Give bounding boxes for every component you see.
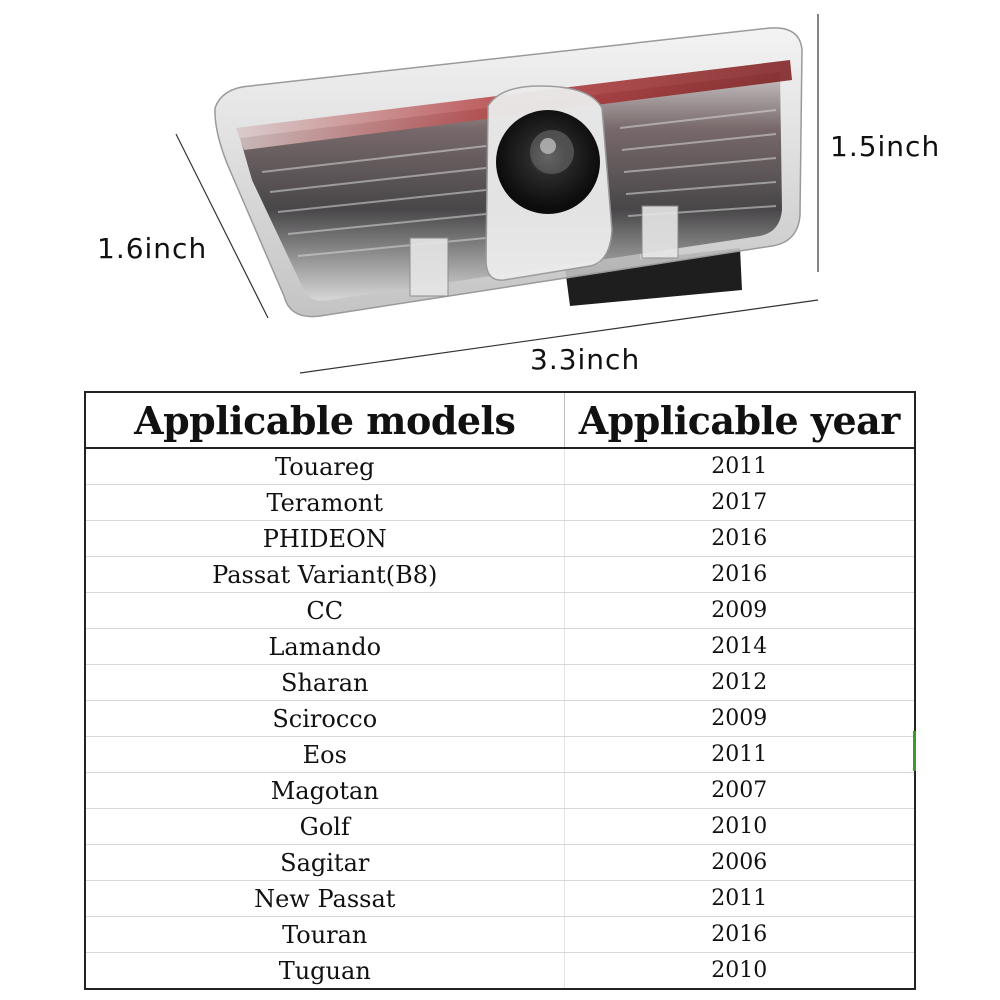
table-row — [85, 809, 915, 845]
model-cell: Golf — [85, 809, 564, 845]
model-cell: Touareg — [85, 448, 564, 485]
model-cell: CC — [85, 593, 564, 629]
year-cell: 2012 — [564, 665, 915, 701]
year-cell: 2006 — [564, 845, 915, 881]
table-row — [85, 953, 915, 990]
door-projector-light-image — [0, 0, 1000, 380]
table-row — [85, 845, 915, 881]
model-cell: Sagitar — [85, 845, 564, 881]
model-cell: Touran — [85, 917, 564, 953]
year-column-header: Applicable year — [564, 392, 915, 448]
model-cell: Tuguan — [85, 953, 564, 990]
table-row — [85, 737, 915, 773]
year-cell: 2011 — [564, 881, 915, 917]
table-row — [85, 629, 915, 665]
year-cell: 2009 — [564, 593, 915, 629]
table-row — [85, 917, 915, 953]
model-cell: Sharan — [85, 665, 564, 701]
model-cell: New Passat — [85, 881, 564, 917]
model-cell: Scirocco — [85, 701, 564, 737]
table-row — [85, 701, 915, 737]
year-cell: 2011 — [564, 448, 915, 485]
year-cell: 2016 — [564, 917, 915, 953]
year-cell: 2009 — [564, 701, 915, 737]
year-cell: 2010 — [564, 809, 915, 845]
year-cell: 2016 — [564, 557, 915, 593]
applicable-models-table — [84, 391, 916, 990]
model-cell: Passat Variant(B8) — [85, 557, 564, 593]
year-cell: 2007 — [564, 773, 915, 809]
table-row — [85, 881, 915, 917]
depth-dimension-label: 1.6inch — [97, 232, 208, 265]
year-cell: 2016 — [564, 521, 915, 557]
year-cell: 2010 — [564, 953, 915, 990]
year-cell: 2014 — [564, 629, 915, 665]
table-header-row — [85, 392, 915, 448]
table-row — [85, 485, 915, 521]
model-cell: Lamando — [85, 629, 564, 665]
model-cell: Magotan — [85, 773, 564, 809]
model-cell: Eos — [85, 737, 564, 773]
height-dimension-label: 1.5inch — [830, 130, 941, 163]
cell-selection-marker — [913, 731, 916, 771]
table-row — [85, 521, 915, 557]
width-dimension-label: 3.3inch — [530, 343, 641, 376]
model-cell: Teramont — [85, 485, 564, 521]
table-row — [85, 593, 915, 629]
model-cell: PHIDEON — [85, 521, 564, 557]
table-row — [85, 557, 915, 593]
models-column-header: Applicable models — [85, 392, 564, 448]
product-illustration — [0, 0, 1000, 380]
year-cell: 2011 — [564, 737, 915, 773]
table-row — [85, 448, 915, 485]
year-cell: 2017 — [564, 485, 915, 521]
table-row — [85, 773, 915, 809]
table-row — [85, 665, 915, 701]
